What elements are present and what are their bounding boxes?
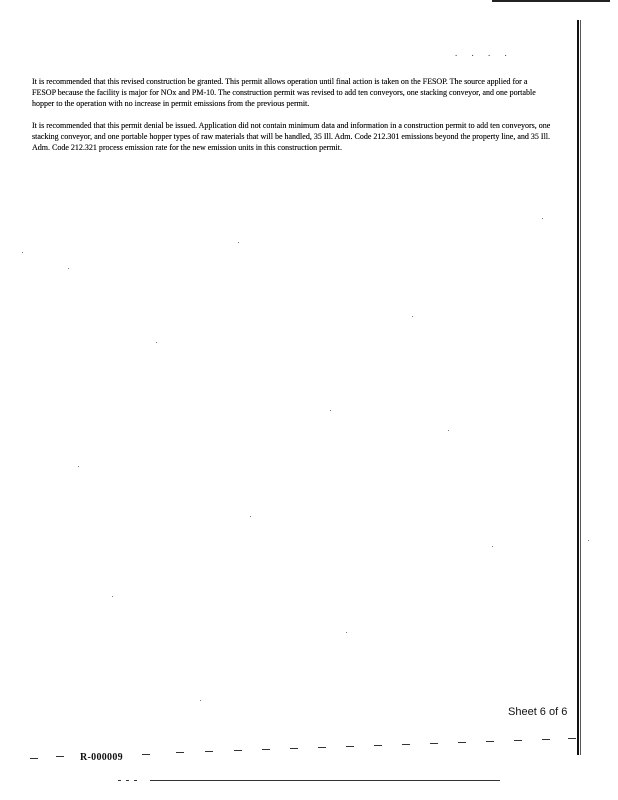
scan-speck [22,252,23,253]
scan-dash [514,740,522,741]
top-scan-rule [492,0,610,2]
scan-dash [290,748,298,749]
recommendation-paragraph-denial: It is recommended that this permit denial be issued. Application did not contain minimum data and information in a construction permit to add ten conveyors, one stacking conveyor, and one portable hopper types of raw materials that will be handled, 35 Ill. Adm. Code 212.301 emissions beyond the property line, and 35 Ill. Adm. Code 212.321 process emission rate for the new emission units in this construction permit. [32,121,551,152]
scan-speck [330,410,331,411]
scan-speck [156,342,157,343]
scan-speck [412,316,413,317]
sheet-number: Sheet 6 of 6 [508,706,568,718]
scan-dash [56,756,64,757]
scan-dash [234,750,242,751]
scan-speck [588,540,589,541]
scan-dash [402,744,410,745]
scan-dash [430,743,438,744]
right-scan-edge-shadow [580,20,581,755]
document-number: R-000009 [80,752,123,763]
scan-dash [346,746,354,747]
scan-dash [30,758,38,759]
scan-speck [78,466,79,467]
scan-dash [262,749,270,750]
scan-speck [492,546,493,547]
scan-dots: . . . . [455,48,513,58]
scan-dash [134,780,137,781]
scan-speck [200,700,201,701]
bottom-scan-rule [150,780,500,781]
scan-speck [250,516,251,517]
scan-dash [142,754,150,755]
scan-dash [126,780,129,781]
scan-speck [238,242,239,243]
scan-dash [205,751,213,752]
right-scan-edge [577,20,579,755]
scan-dash [318,747,326,748]
scan-speck [346,632,347,633]
scan-speck [542,218,543,219]
scan-dash [542,739,550,740]
scan-dash [458,742,466,743]
scan-speck [68,268,69,269]
scan-dash [374,745,382,746]
scan-dash [568,738,576,739]
scan-speck [448,430,449,431]
scan-dash [176,752,184,753]
recommendation-paragraph-grant: It is recommended that this revised construction be granted. This permit allows operation until final action is taken on the FESOP. The source applied for a FESOP because the facility is major for NOx and PM-10. The construction permit was revised to add ten conveyors, one stacking conveyor, and one portable hopper to the operation with no increase in permit emissions from the previous permit. [32,77,536,108]
scan-dash [118,780,121,781]
scan-speck [112,596,113,597]
scan-dash [486,741,494,742]
